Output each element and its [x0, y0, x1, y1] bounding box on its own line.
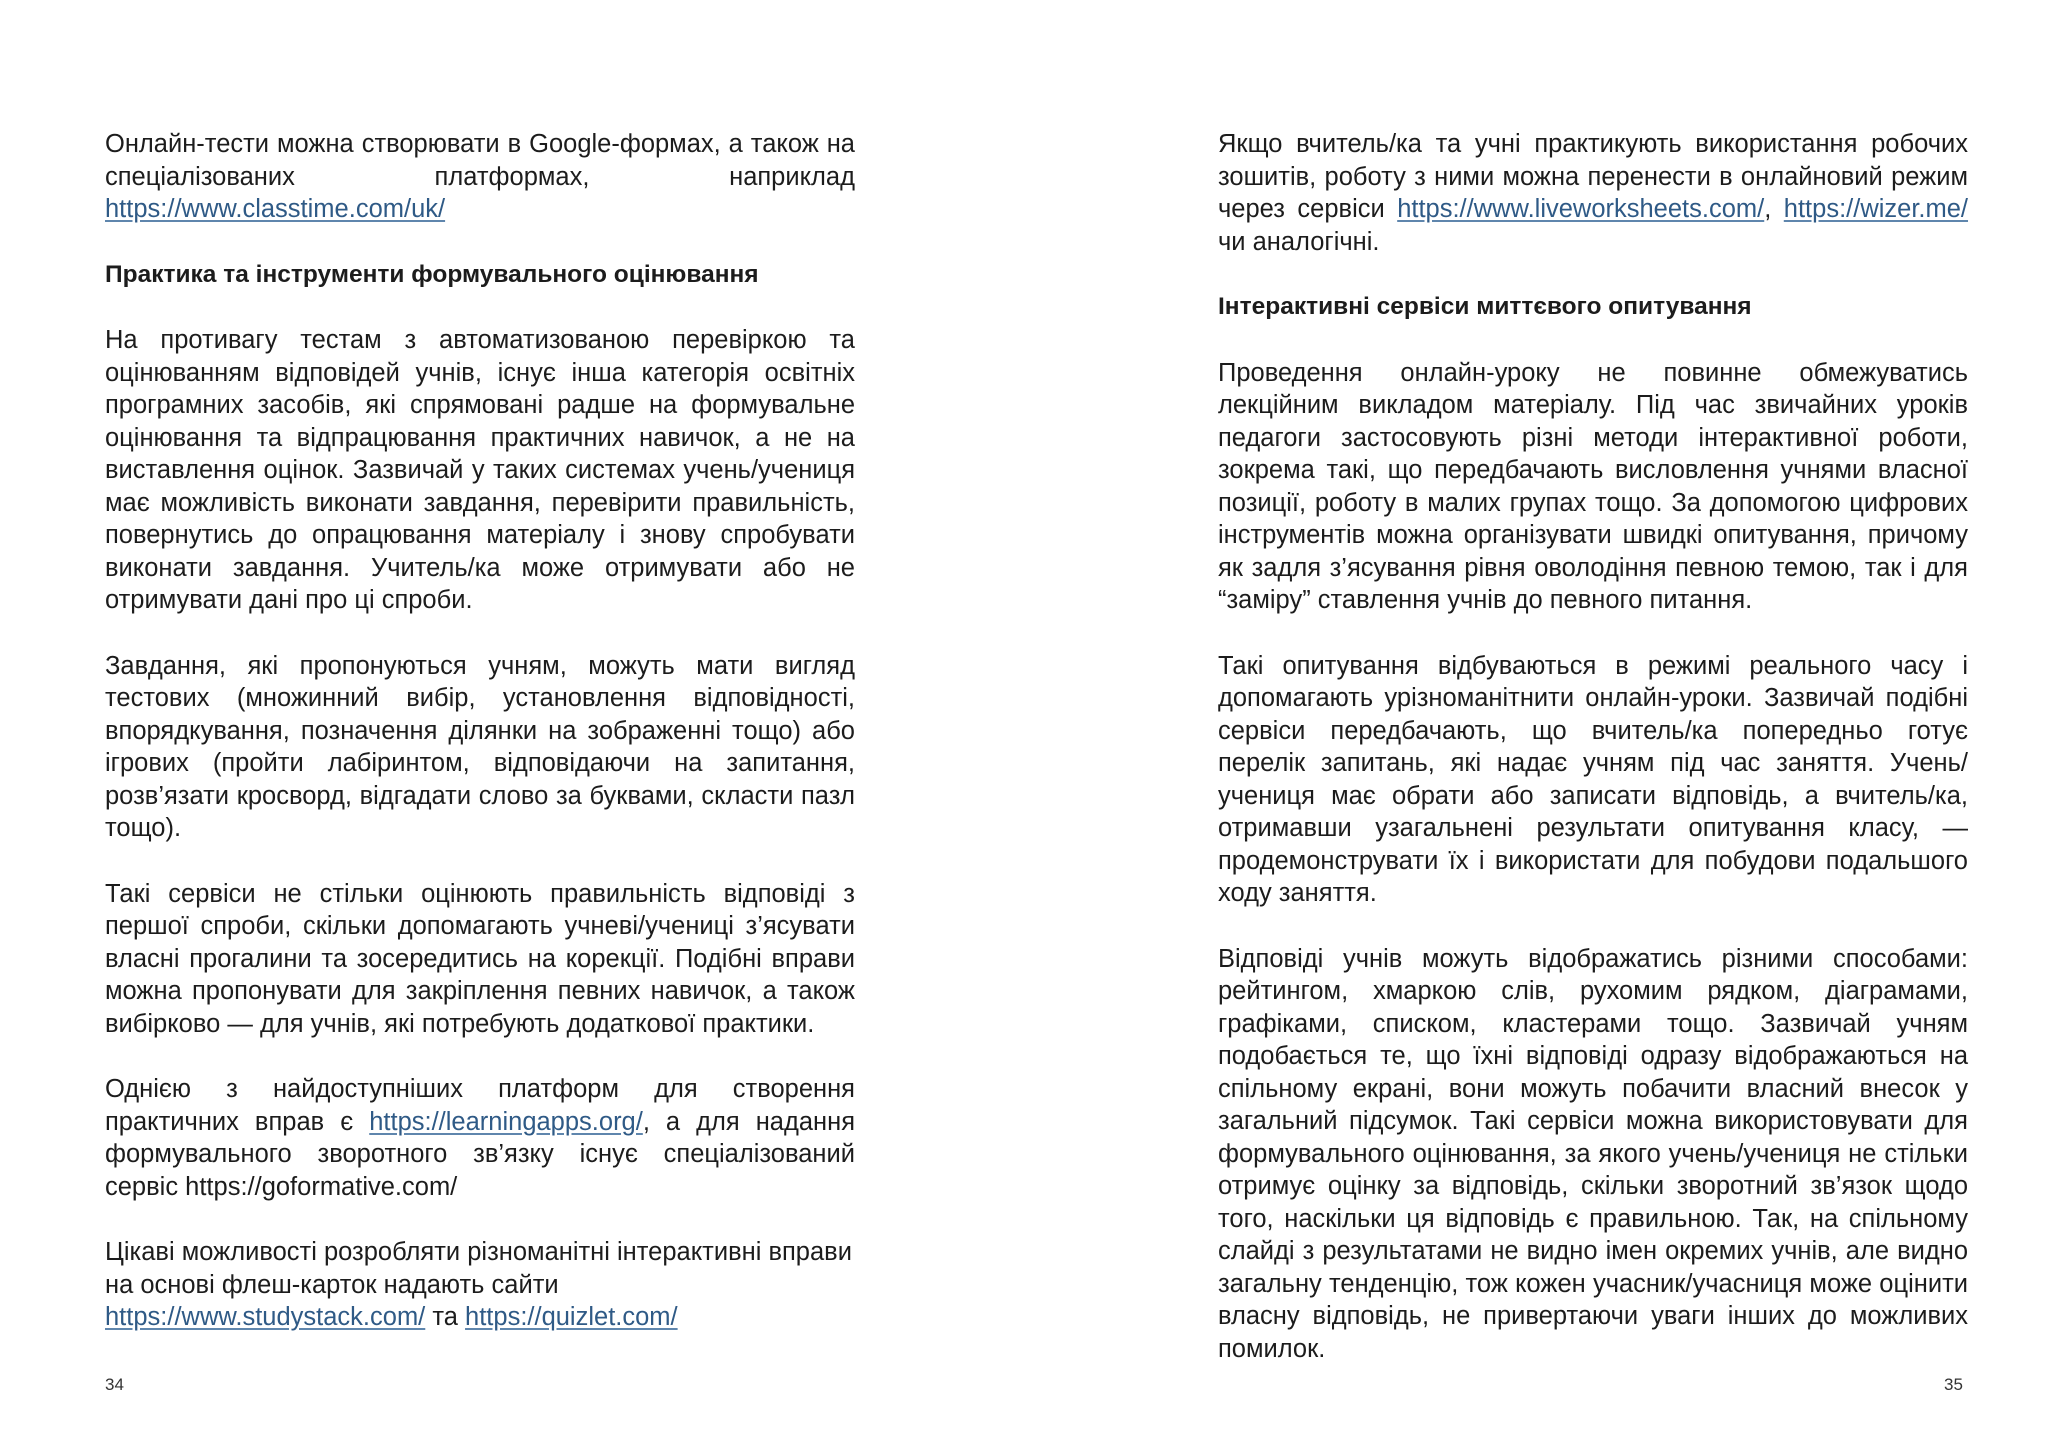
text: Цікаві можливості розробляти різноманітні інтерактивні вправи на основі флеш-карток надають сайти: [105, 1238, 852, 1299]
text: Онлайн-тести можна створювати в Google-формах, а також на спеціалізованих платформах, наприклад: [105, 130, 855, 191]
link-studystack[interactable]: https://www.studystack.com/: [105, 1303, 426, 1331]
paragraph-online-lesson: Проведення онлайн-уроку не повинне обмежуватись лекційним викладом матеріалу. Під час звичайних уроків педагоги застосовують різні методи інтерактивної роботи, зокрема такі, що передбачають висловлення учнями власної позиції, роботу в малих групах тощо. За допомогою цифрових інструментів можна організувати швидкі опитування, причому як задля з’ясування рівня оволодіння певною темою, так і для “заміру” ставлення учнів до певного питання.: [1218, 358, 1968, 614]
paragraph-online-tests: [105, 128, 855, 226]
page-number: 34: [105, 1375, 124, 1394]
paragraph-counterweight: На противагу тестам з автоматизованою перевіркою та оцінюванням відповідей учнів, існує інша категорія освітніх програмних засобів, які спрямовані радше на формувальне оцінювання та відпрацювання практичних навичок, а не на виставлення оцінок. Зазвичай у таких системах учень/учениця має можливість виконати завдання, перевірити правильність, повернутись до опрацювання матеріалу і знову спробувати виконати завдання. Учитель/ка може отримувати або не отримувати дані про ці спроби.: [105, 326, 855, 614]
heading-interactive-polls: Інтерактивні сервіси миттєвого опитування: [1218, 293, 1752, 320]
link-classtime[interactable]: https://www.classtime.com/uk/: [105, 195, 446, 223]
paragraph-tasks: Завдання, які пропонуються учням, можуть мати вигляд тестових (множинний вибір, установлення відповідності, впорядкування, позначення ділянки на зображенні тощо) або ігрових (пройти лабіринтом, відповідаючи на запитання, розв’язати кросворд, відгадати слово за буквами, скласти пазл тощо).: [105, 651, 855, 842]
paragraph-worksheets: [1218, 128, 1968, 258]
paragraph-learningapps: [105, 1073, 855, 1203]
page-number: 35: [1944, 1375, 1963, 1394]
left-column: [105, 128, 855, 1334]
text: та: [425, 1303, 466, 1331]
link-liveworksheets[interactable]: https://www.liveworksheets.com/: [1397, 195, 1765, 223]
text: Однією з найдоступніших платформ для створення практичних вправ є: [105, 1075, 855, 1136]
heading-formative-practice: Практика та інструменти формувального оцінювання: [105, 260, 759, 288]
paragraph-flashcards: [105, 1236, 855, 1334]
paragraph-real-time: Такі опитування відбуваються в режимі реального часу і допомагають урізноманітнити онлайн-уроки. Зазвичай подібні сервіси передбачають, що вчитель/ка попередньо готує перелік запитань, які надає учням під час заняття. Учень/учениця має обрати або записати відповідь, а вчитель/ка, отримавши узагальнені результати опитування класу, — продемонструвати їх і використати для побудови подальшого ходу заняття.: [1218, 651, 1968, 907]
text: чи аналогічні.: [1218, 227, 1380, 256]
text: Якщо вчитель/ка та учні практикують використання робочих зошитів, роботу з ними можна перенести в онлайновий режим через сервіси: [1218, 130, 1968, 223]
link-quizlet[interactable]: https://quizlet.com/: [465, 1303, 678, 1331]
text: , а для надання формувального зворотного зв’язку існує спеціалізований сервіс https://goformative.com/: [105, 1107, 856, 1201]
right-column: [1218, 128, 1968, 1365]
right-page: [1024, 0, 2048, 1453]
paragraph-services: Такі сервіси не стільки оцінюють правильність відповіді з першої спроби, скільки допомагають учневі/учениці з’ясувати власні прогалини та зосередитись на корекції. Подібні вправи можна пропонувати для закріплення певних навичок, а також вибірково — для учнів, які потребують додаткової практики.: [105, 879, 855, 1038]
paragraph-answers-display: Відповіді учнів можуть відображатись різними способами: рейтингом, хмаркою слів, рухомим рядком, діаграмами, графіками, списком, кластерами тощо. Зазвичай учням подобається те, що їхні відповіді одразу відображаються на спільному екрані, вони можуть побачити власний внесок у загальний підсумок. Такі сервіси можна використовувати для формувального оцінювання, за якого учень/учениця не стільки отримує оцінку за відповідь, скільки зворотний зв’язок щодо того, наскільки ця відповідь є правильною. Так, на спільному слайді з результатами не видно імен окремих учнів, але видно загальну тенденцію, тож кожен учасник/учасниця може оцінити власну відповідь, не привертаючи уваги інших до можливих помилок.: [1218, 944, 1968, 1363]
link-learningapps[interactable]: https://learningapps.org/: [369, 1107, 643, 1136]
text: ,: [1764, 195, 1784, 223]
link-wizer[interactable]: https://wizer.me/: [1783, 195, 1969, 223]
